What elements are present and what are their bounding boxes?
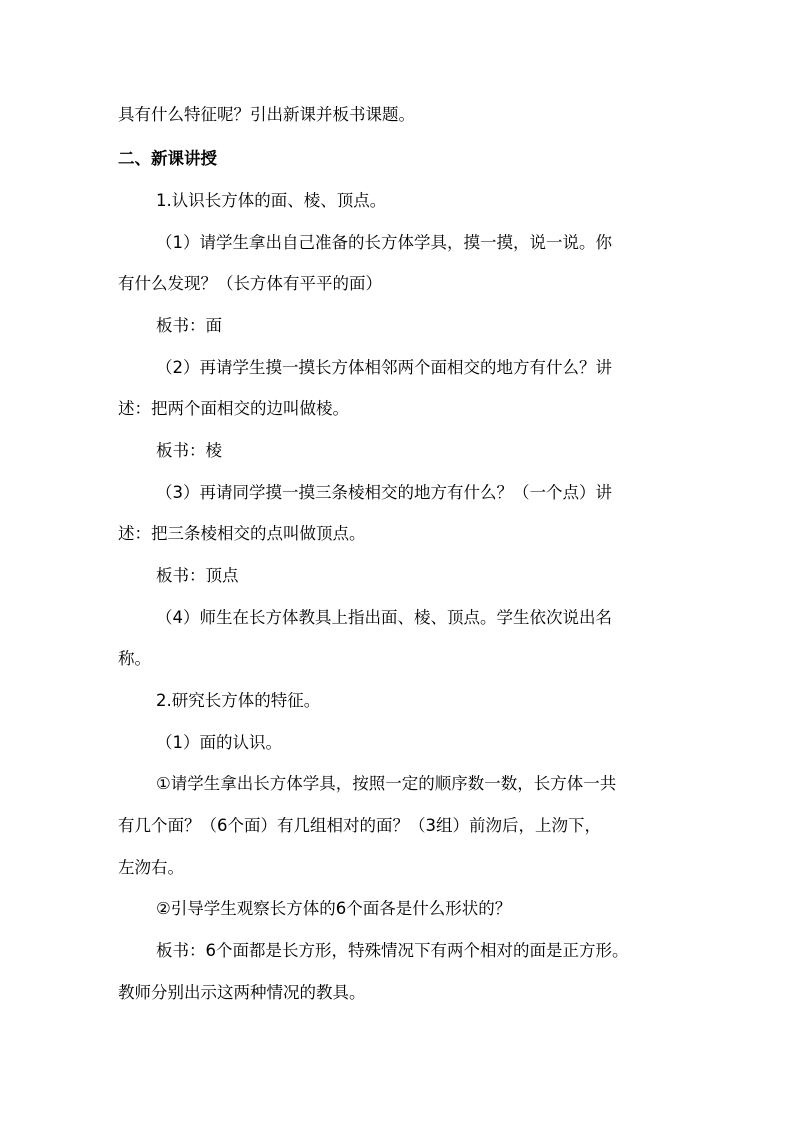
paragraph-line: 有什么发现？（长方体有平平的面） xyxy=(118,274,382,293)
paragraph-line: 教师分别出示这两种情况的教具。 xyxy=(118,983,366,1002)
paragraph-line: （3）再请同学摸一摸三条棱相交的地方有什么？（一个点）讲 xyxy=(156,483,612,502)
paragraph-line: ②引导学生观察长方体的6个面各是什么形状的？ xyxy=(156,899,512,918)
subsection-heading: 2.研究长方体的特征。 xyxy=(156,691,321,710)
paragraph-line: 述：把两个面相交的边叫做棱。 xyxy=(118,399,349,418)
board-note: 板书：顶点 xyxy=(156,566,239,585)
paragraph-line: 有几个面？（6个面）有几组相对的面？（3组）前沕后，上沕下， xyxy=(118,816,601,835)
subsection-heading: 1.认识长方体的面、棱、顶点。 xyxy=(156,191,387,210)
section-heading: 二、新课讲授 xyxy=(118,149,217,168)
paragraph-line: 称。 xyxy=(118,649,151,668)
board-note: 板书：棱 xyxy=(156,441,222,460)
paragraph-line: 左沕右。 xyxy=(118,858,184,877)
paragraph-line: ①请学生拿出长方体学具，按照一定的顺序数一数，长方体一共 xyxy=(156,774,617,793)
paragraph-line: （1）面的认识。 xyxy=(156,733,282,752)
paragraph-line: 具有什么特征呢？引出新课并板书课题。 xyxy=(118,105,415,124)
paragraph-line: （2）再请学生摸一摸长方体相邻两个面相交的地方有什么？讲 xyxy=(156,358,612,377)
paragraph-line: 述：把三条棱相交的点叫做顶点。 xyxy=(118,524,366,543)
board-note: 板书：6个面都是长方形，特殊情况下有两个相对的面是正方形。 xyxy=(156,941,629,960)
paragraph-line: （4）师生在长方体教具上指出面、棱、顶点。学生依次说出名 xyxy=(156,608,612,627)
board-note: 板书：面 xyxy=(156,316,222,335)
paragraph-line: （1）请学生拿出自己准备的长方体学具，摸一摸，说一说。你 xyxy=(156,233,612,252)
